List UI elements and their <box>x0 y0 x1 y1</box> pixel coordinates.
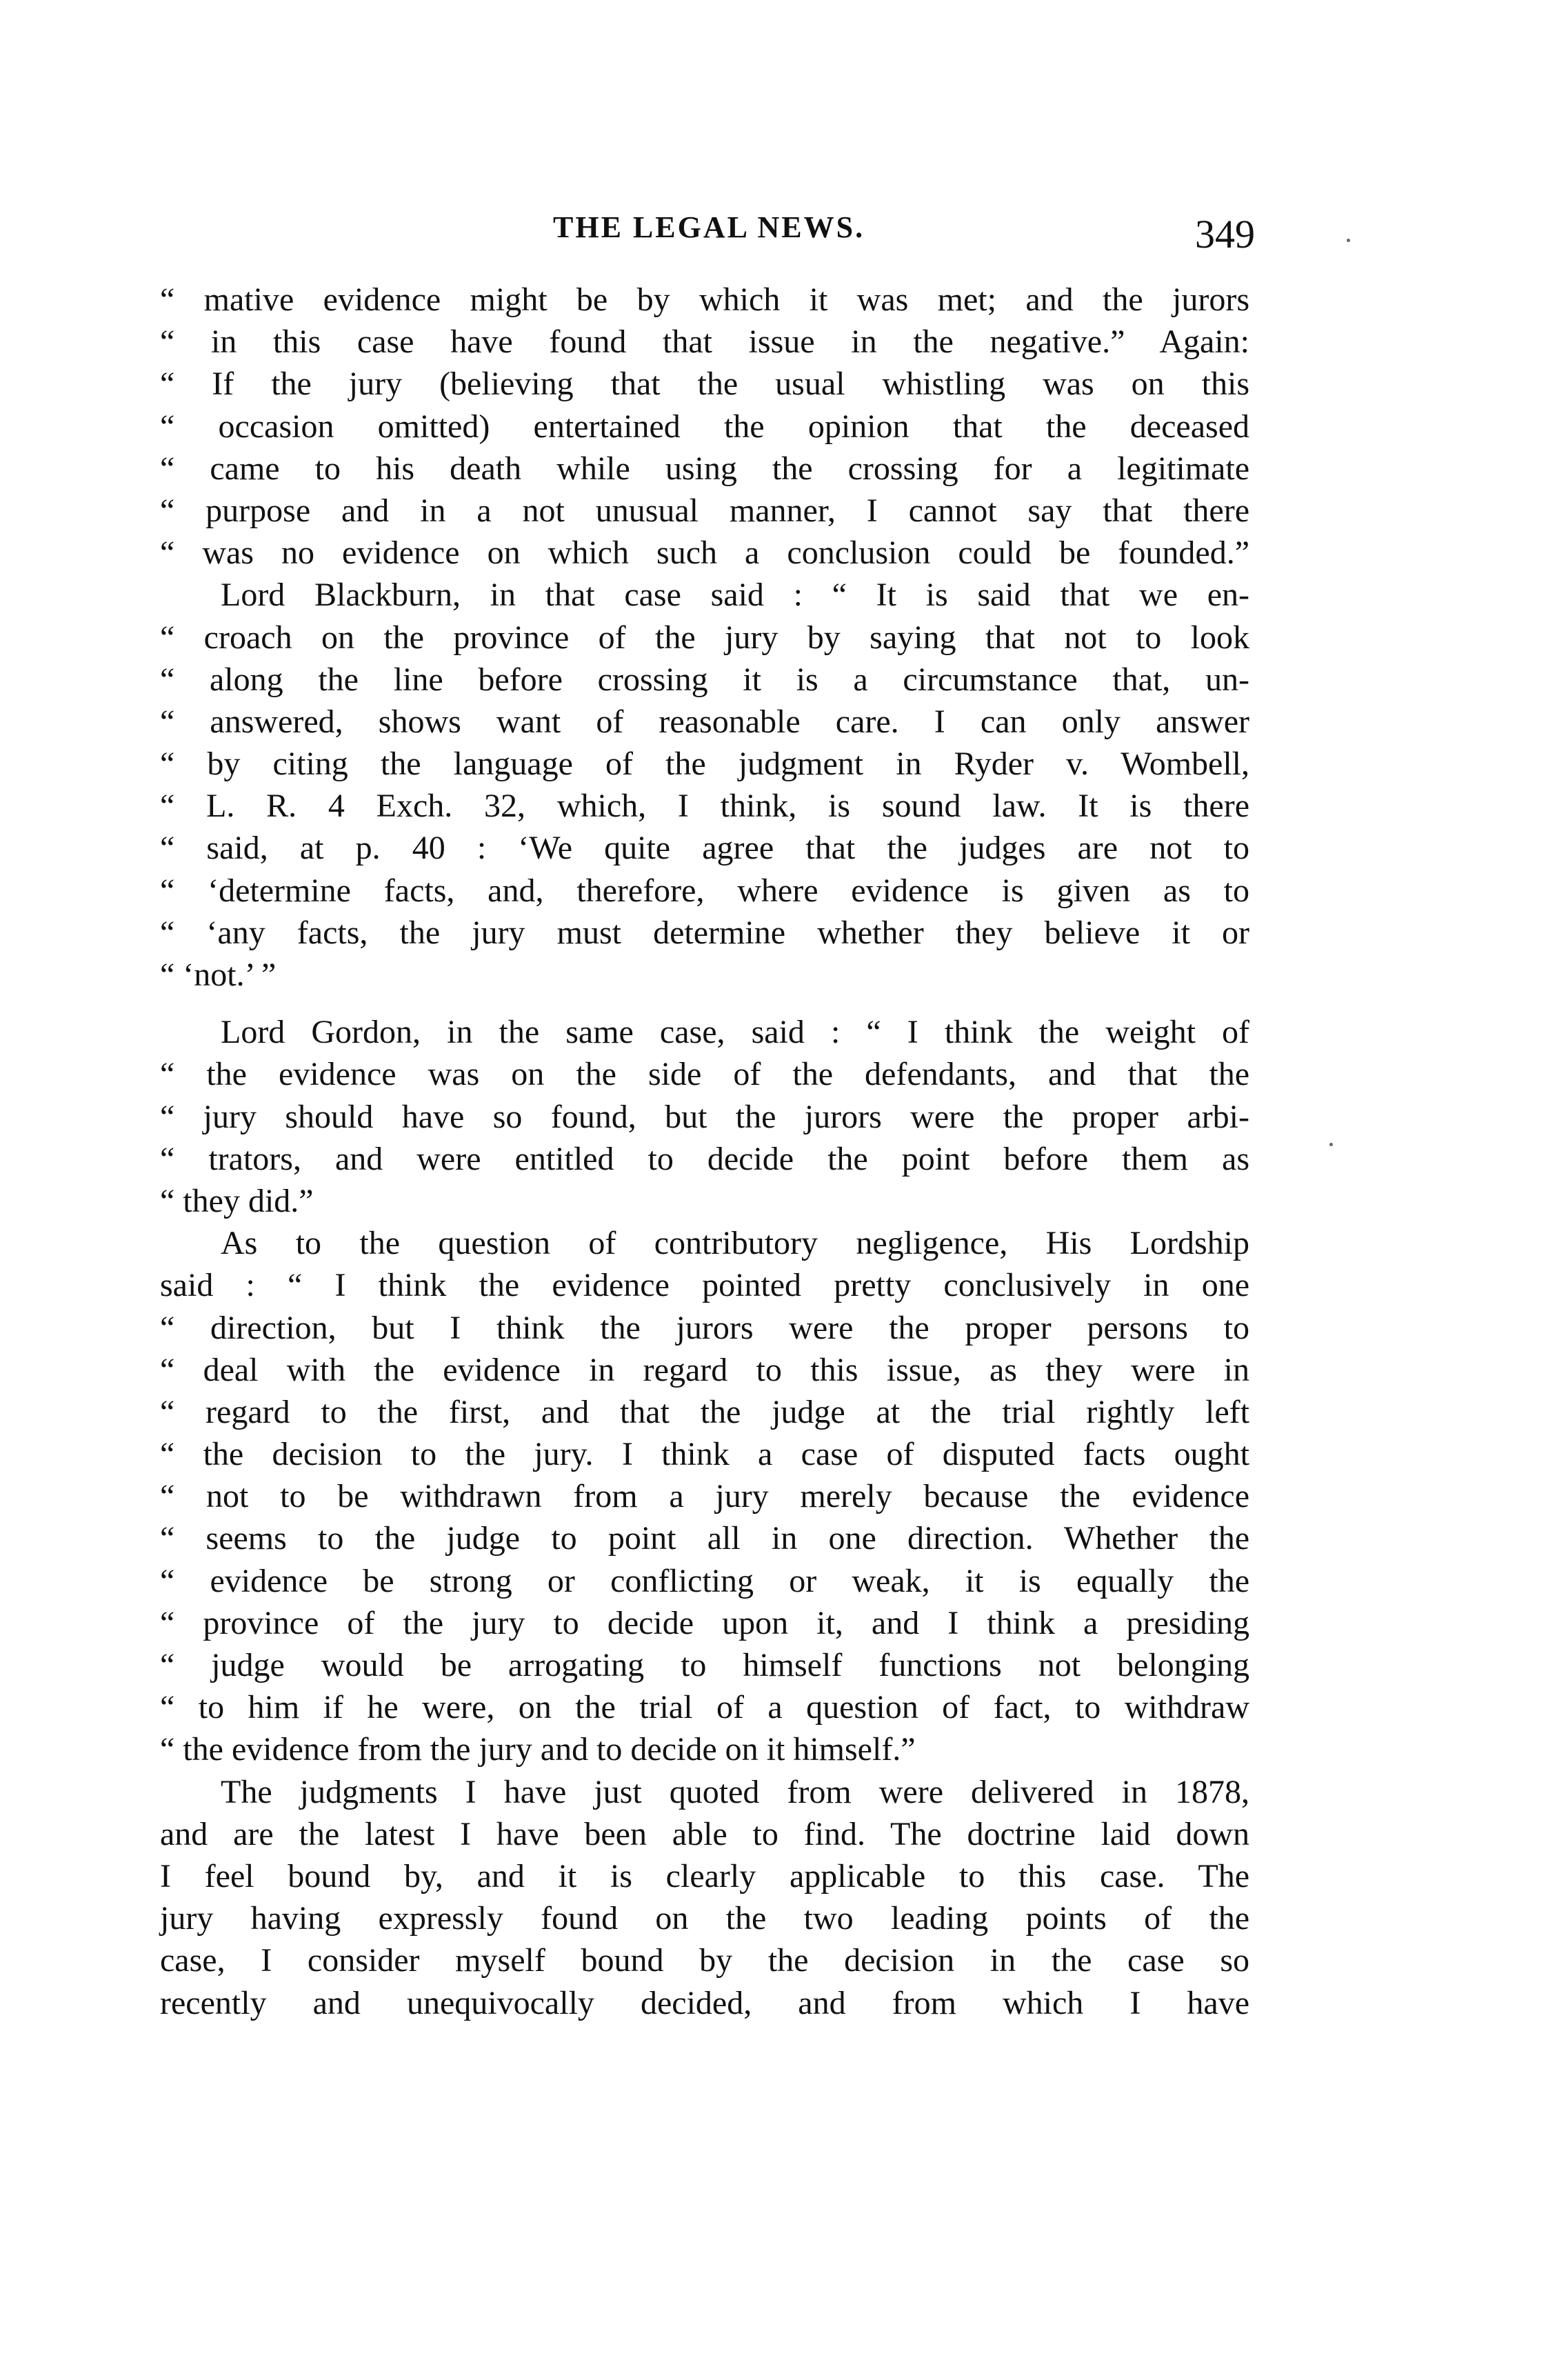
page-number: 349 <box>1195 212 1255 257</box>
text-line: “ province of the jury to decide upon it, and I think a presiding <box>160 1604 1249 1641</box>
text-line: “ L. R. 4 Exch. 32, which, I think, is sound law. It is there <box>160 788 1249 825</box>
text-line: “ not to be withdrawn from a jury merely because the evidence <box>160 1478 1249 1515</box>
paragraph-start-line: As to the question of contributory negligence, His Lordship <box>221 1225 1249 1262</box>
text-line: said : “ I think the evidence pointed pretty conclusively in one <box>160 1267 1249 1304</box>
body-text <box>160 279 1249 2024</box>
text-line: “ in this case have found that issue in the negative.” Again: <box>160 323 1249 361</box>
text-line: jury having expressly found on the two leading points of the <box>160 1900 1249 1937</box>
paper-speck <box>1347 239 1350 242</box>
text-line: “ direction, but I think the jurors were the proper persons to <box>160 1309 1249 1346</box>
text-line: “ came to his death while using the crossing for a legitimate <box>160 450 1249 487</box>
paper-speck <box>1329 1143 1333 1146</box>
text-line: case, I consider myself bound by the decision in the case so <box>160 1942 1249 1979</box>
paragraph-end-line: “ they did.” <box>160 1182 314 1219</box>
text-line: “ trators, and were entitled to decide the point before them as <box>160 1140 1249 1177</box>
paragraph-end-line: “ the evidence from the jury and to decide on it himself.” <box>160 1731 916 1768</box>
paragraph-end-line: “ ‘not.’ ” <box>160 957 277 993</box>
text-line: I feel bound by, and it is clearly applicable to this case. The <box>160 1857 1249 1894</box>
text-line: “ ‘any facts, the jury must determine whether they believe it or <box>160 914 1249 951</box>
text-line: “ the evidence was on the side of the defendants, and that the <box>160 1056 1249 1093</box>
text-line: “ said, at p. 40 : ‘We quite agree that the judges are not to <box>160 830 1249 867</box>
paragraph-start-line: The judgments I have just quoted from were delivered in 1878, <box>221 1773 1249 1810</box>
text-line: “ evidence be strong or conflicting or weak, it is equally the <box>160 1562 1249 1599</box>
text-line: “ croach on the province of the jury by saying that not to look <box>160 619 1249 656</box>
text-line: and are the latest I have been able to find. The doctrine laid down <box>160 1815 1249 1852</box>
text-line: “ If the jury (believing that the usual whistling was on this <box>160 366 1249 403</box>
text-line: “ ‘determine facts, and, therefore, where evidence is given as to <box>160 872 1249 909</box>
text-line: “ deal with the evidence in regard to this issue, as they were in <box>160 1351 1249 1388</box>
text-line: “ seems to the judge to point all in one direction. Whether the <box>160 1520 1249 1557</box>
text-line: “ occasion omitted) entertained the opinion that the deceased <box>160 408 1249 445</box>
paragraph-start-line: Lord Blackburn, in that case said : “ It is said that we en- <box>221 577 1249 614</box>
running-header <box>165 204 1255 259</box>
text-line: “ jury should have so found, but the jurors were the proper arbi- <box>160 1098 1249 1135</box>
text-line: “ purpose and in a not unusual manner, I cannot say that there <box>160 492 1249 529</box>
text-line: “ answered, shows want of reasonable care. I can only answer <box>160 703 1249 740</box>
text-line: “ mative evidence might be by which it was met; and the jurors <box>160 281 1249 318</box>
text-line: “ by citing the language of the judgment in Ryder v. Wombell, <box>160 746 1249 783</box>
text-line: “ was no evidence on which such a conclusion could be founded.” <box>160 534 1249 572</box>
text-line: “ along the line before crossing it is a circumstance that, un- <box>160 661 1249 698</box>
text-line: recently and unequivocally decided, and from which I have <box>160 1984 1249 2021</box>
text-line: “ the decision to the jury. I think a case of disputed facts ought <box>160 1436 1249 1473</box>
publication-title: THE LEGAL NEWS. <box>553 210 865 244</box>
text-line: “ to him if he were, on the trial of a question of fact, to withdraw <box>160 1689 1249 1726</box>
text-line: “ regard to the first, and that the judge at the trial rightly left <box>160 1393 1249 1430</box>
paragraph-start-line: Lord Gordon, in the same case, said : “ I think the weight of <box>221 1014 1249 1051</box>
text-line: “ judge would be arrogating to himself functions not belonging <box>160 1647 1249 1683</box>
